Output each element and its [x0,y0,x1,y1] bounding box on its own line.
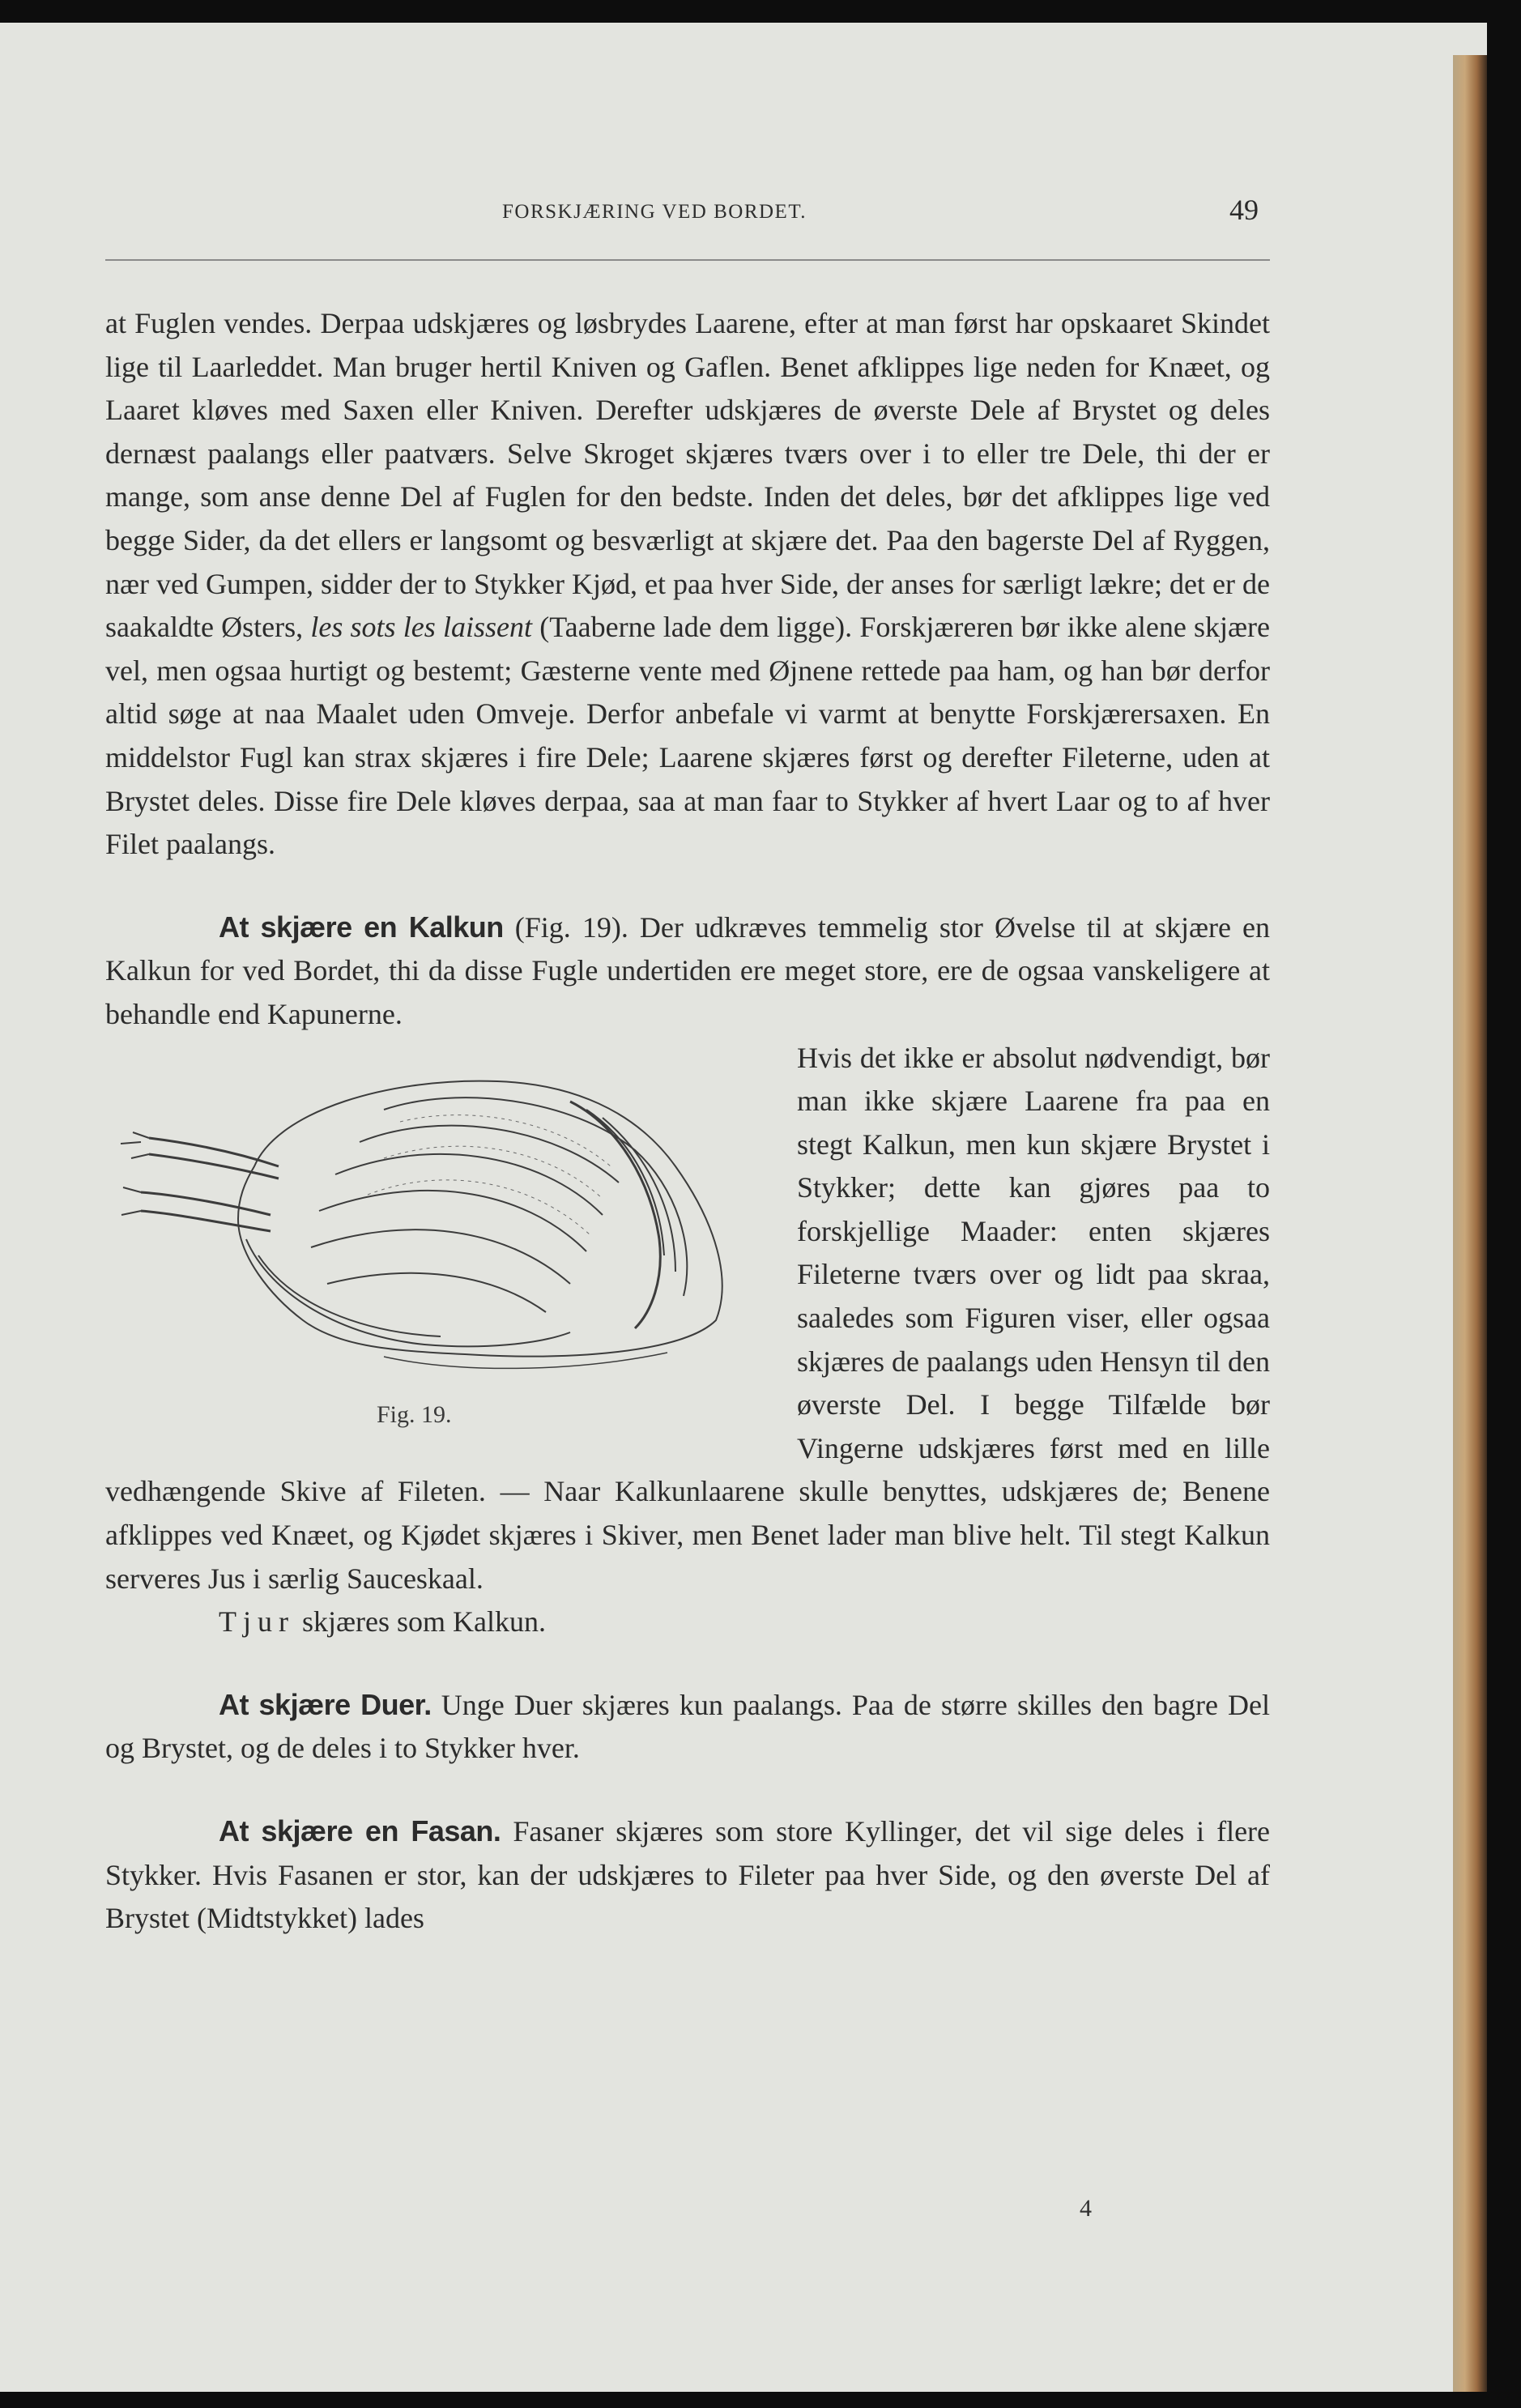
kalkun-body-text: Hvis det ikke er absolut nødvendigt, bør man ikke skjære Laarene fra paa en stegt Kalkun, men kun skjære Brystet i Stykker; dette kan gjøres paa to forskjellige Maader: enten skjæres Fileterne tværs over og lidt paa skraa, saaledes som Figuren viser, eller ogsaa skjæres de paalangs uden Hensyn til den øverste Del. I begge Tilfælde bør Vingerne udskjæres først med en lille vedhængende Skive af Fileten. — Naar Kalkunlaarene skulle benyttes, udskjæres de; Benene afklippes ved Knæet, og Kjødet skjæres i Skiver, men Benet lader man blive helt. Til stegt Kalkun serveres Jus i særlig Sauceskaal. [105,1041,1270,1595]
fasan-paragraph [105,1809,1270,1941]
running-header [0,177,1487,233]
duer-text: Unge Duer skjæres kun paalangs. Paa de større skilles den bagre Del og Brystet, og de deles i to Stykker hver. [105,1688,1270,1765]
kalkun-fig-ref: (Fig. 19). [514,910,628,944]
turkey-leg-lower [141,1192,271,1215]
book-page [0,23,1487,2392]
para1-italic: les sots les laissent [310,611,532,644]
header-rule [105,259,1270,261]
fasan-text: Fasaner skjæres som store Kyllinger, det vil sige deles i flere Stykker. Hvis Fasanen er stor, kan der udskjæres to Fileter paa hver Side, og den øverste Del af Brystet (Midtstykket) lades [105,1815,1271,1935]
para1-text: at Fuglen vendes. Derpaa udskjæres og løsbrydes Laarene, efter at man først har opskaaret Skindet lige til Laarleddet. Man bruger hertil Kniven og Gaflen. Benet afklippes lige neden for Knæet, og Laaret kløves med Saxen eller Kniven. Derefter udskjæres de øverste Dele af Brystet og deles dernæst paalangs eller paatværs. Selve Skroget skjæres tværs over i to eller tre Dele, thi der er mange, som anse denne Del af Fuglen for den bedste. Inden det deles, bør det afklippes lige ved begge Sider, da det ellers er langsomt og besværligt at skjære det. Paa den bagerste Del af Ryggen, nær ved Gumpen, sidder der to Stykker Kjød, et paa hver Side, der anses for særligt lækre; det er de saakaldte Østers, [105,307,1270,644]
kalkun-intro-text: Der udkræves temmelig stor Øvelse til at skjære en Kalkun for ved Bordet, thi da disse Fugle undertiden ere meget store, ere de ogsaa vanskeligere at behandle end Kapunerne. [105,910,1271,1030]
duer-heading: At skjære Duer. [219,1687,432,1721]
platter-shadow [384,1353,667,1368]
paragraph-1 [105,302,1270,867]
tjur-rest: skjæres som Kalkun. [301,1605,546,1639]
turkey-leg-upper [149,1138,279,1166]
turkey-breast-ridge [384,1097,687,1296]
para1-end: (Taaberne lade dem ligge). Forskjæreren bør ikke alene skjære vel, men ogsaa hurtigt og bestemt; Gæsterne vente med Øjnene rettede paa ham, og han bør derfor altid søge at naa Maalet uden Omveje. Derfor anbefale vi varmt at benytte Forskjærersaxen. En middelstor Fugl kan strax skjæres i fire Dele; Laarene skjæres først og derefter Fileterne, uden at Brystet deles. Disse fire Dele kløves derpaa, saa at man faar to Stykker af hvert Laar og to af hver Filet paalangs. [105,611,1271,861]
tjur-word: Tjur [219,1605,295,1639]
duer-paragraph [105,1683,1270,1771]
turkey-body-outline [238,1080,722,1356]
running-title: FORSKJÆRING VED BORDET. [502,201,807,223]
page-number: 49 [1229,194,1259,226]
kalkun-intro [105,906,1270,1037]
tjur-line [105,1600,1270,1644]
page-edge [1453,55,1487,2392]
text-column [105,302,1270,1941]
figure-caption: Fig. 19. [377,1400,452,1428]
fasan-heading: At skjære en Fasan. [219,1814,501,1848]
signature-mark: 4 [1080,2195,1092,2222]
figure-19 [105,1037,779,1458]
kalkun-heading: At skjære en Kalkun [219,910,504,944]
roast-turkey-engraving-icon [117,1053,765,1377]
